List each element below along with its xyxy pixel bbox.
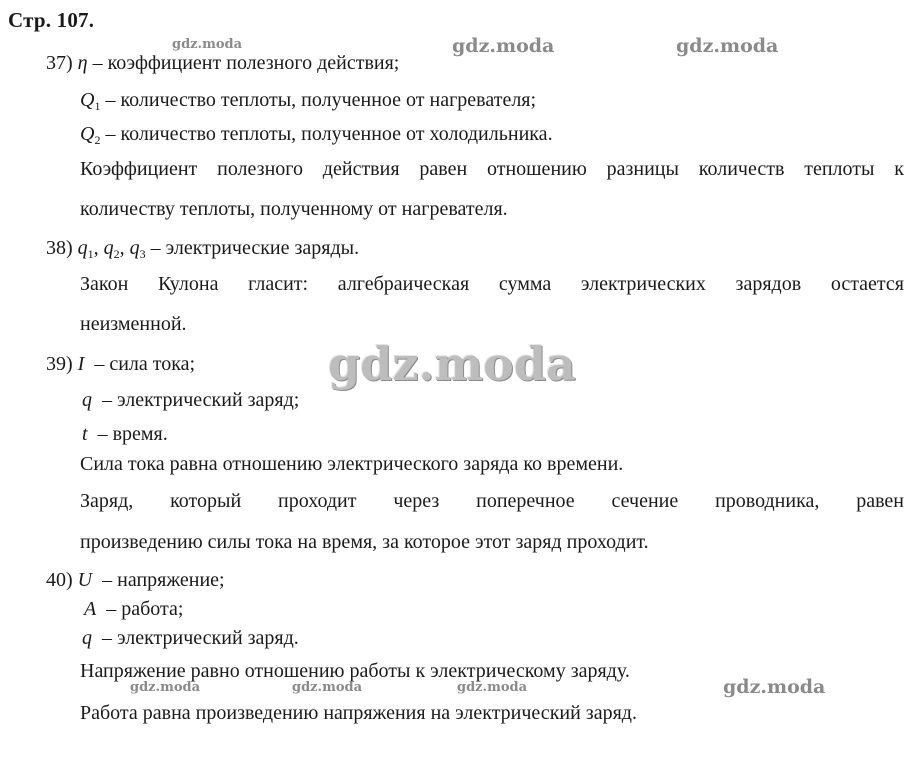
item-39-definition-1: – сила тока; [89, 353, 196, 375]
item-39-paragraph-2-line-2: произведению силы тока на время, за которое этот заряд проходит. [80, 531, 649, 553]
item-37-line-1 [46, 53, 399, 73]
item-39-line-2 [82, 390, 299, 410]
item-37-line-2 [80, 89, 537, 113]
item-39-paragraph-2-line-1: Заряд, который проходит через поперечное сечение проводника, равен [80, 490, 904, 512]
item-40-line-2 [84, 599, 183, 619]
watermark: gdz.moda [676, 35, 779, 57]
var-q: q [129, 237, 140, 259]
var-q: q [82, 627, 92, 649]
item-40-line-1 [46, 570, 225, 590]
separator: , [93, 237, 104, 259]
watermark: gdz.moda [457, 680, 528, 695]
subscript: 1 [87, 247, 94, 261]
var-q: q [82, 389, 92, 411]
var-u: U [77, 569, 93, 591]
var-i: I [77, 353, 85, 375]
item-37-paragraph-line-1: Коэффициент полезного действия равен отношению разницы количеств теплоты к [80, 158, 904, 180]
item-39-definition-2: – электрический заряд; [97, 389, 300, 411]
separator: , [119, 237, 130, 259]
subscript: 2 [94, 133, 101, 147]
item-38-definition: – электрические заряды. [145, 237, 360, 259]
item-37-definition-3: – количество теплоты, полученное от холодильника. [100, 123, 553, 145]
var-eta: η [77, 52, 88, 74]
item-37-paragraph-line-2: количеству теплоты, полученному от нагревателя. [80, 198, 508, 220]
item-40-line-3 [82, 628, 299, 648]
var-q: Q [80, 89, 95, 111]
watermark: gdz.moda [723, 676, 826, 698]
item-39-line-3 [82, 424, 168, 444]
item-39-definition-3: – время. [92, 423, 168, 445]
page-header: Стр. 107. [8, 8, 95, 32]
var-a: A [84, 598, 97, 620]
watermark: gdz.moda [292, 680, 363, 695]
item-40-definition-2: – работа; [101, 598, 184, 620]
item-40-definition-3: – электрический заряд. [97, 627, 299, 649]
item-38-line-1 [46, 237, 360, 261]
item-37-definition-2: – количество теплоты, полученное от нагревателя; [100, 89, 537, 111]
item-number: 40) [46, 569, 73, 591]
item-37-definition-1: – коэффициент полезного действия; [87, 52, 400, 74]
item-number: 38) [46, 237, 73, 259]
item-number: 37) [46, 52, 73, 74]
watermark: gdz.moda [452, 35, 555, 57]
watermark: gdz.moda [130, 680, 201, 695]
subscript: 1 [94, 99, 101, 113]
item-40-paragraph-2: Работа равна произведению напряжения на электрический заряд. [80, 702, 637, 724]
item-40-definition-1: – напряжение; [97, 569, 225, 591]
subscript: 2 [113, 247, 120, 261]
item-38-paragraph-line-1: Закон Кулона гласит: алгебраическая сумма электрических зарядов остается [80, 273, 904, 295]
var-t: t [82, 423, 88, 445]
item-39-paragraph-1: Сила тока равна отношению электрического заряда ко времени. [80, 453, 624, 475]
item-number: 39) [46, 353, 73, 375]
subscript: 3 [139, 247, 146, 261]
item-40-paragraph-1: Напряжение равно отношению работы к электрическому заряду. [80, 660, 630, 682]
item-37-line-3 [80, 123, 553, 147]
var-q: Q [80, 123, 95, 145]
watermark-large: gdz.moda [328, 337, 576, 391]
item-38-paragraph-line-2: неизменной. [80, 313, 187, 335]
var-q: q [77, 237, 88, 259]
item-39-line-1 [46, 354, 195, 374]
var-q: q [103, 237, 114, 259]
watermark: gdz.moda [172, 37, 243, 52]
